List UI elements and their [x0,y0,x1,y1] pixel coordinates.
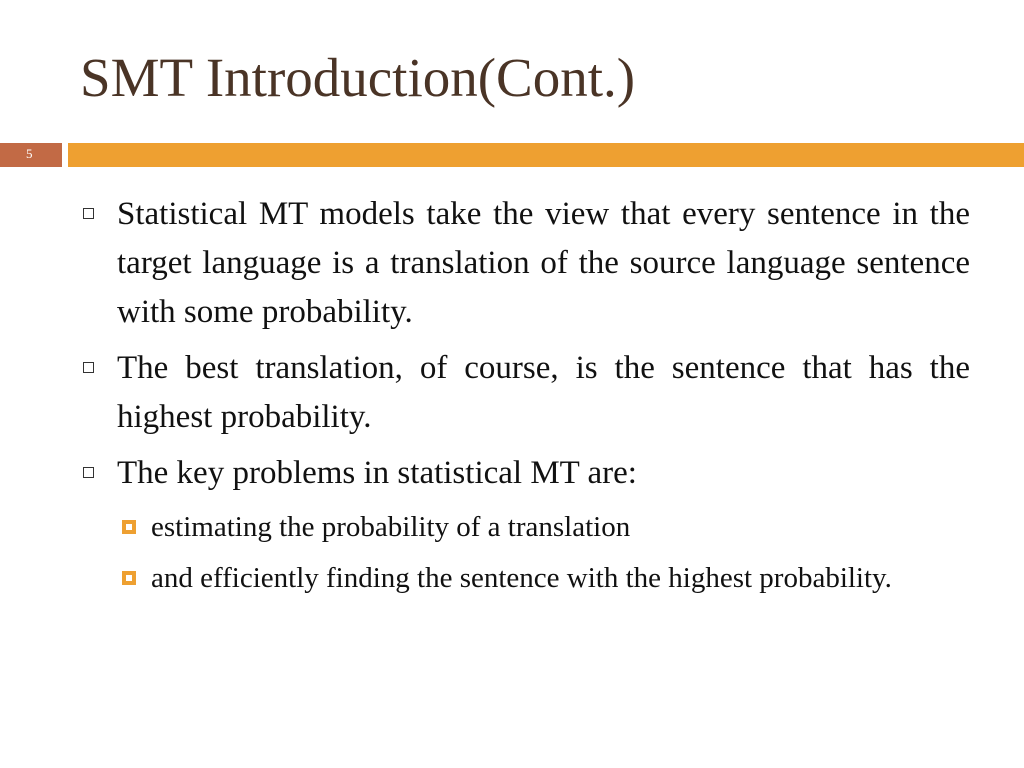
slide-title: SMT Introduction(Cont.) [80,47,636,108]
orange-square-icon [122,571,136,585]
hollow-square-icon [83,208,94,219]
page-number: 5 [26,146,33,161]
hollow-square-icon [83,467,94,478]
slide-body [78,190,970,607]
bullet-item [78,449,970,498]
sub-bullet-item [116,505,970,549]
bullet-item [78,190,970,337]
bullet-item [78,344,970,442]
orange-square-icon [122,520,136,534]
sub-bullet-text: and efficiently finding the sentence with the highest probability. [151,562,892,594]
bullet-text: The key problems in statistical MT are: [117,455,637,491]
page-number-tab [0,143,62,167]
accent-bar [68,143,1024,167]
sub-bullet-item [116,556,970,600]
bullet-text: The best translation, of course, is the sentence that has the highest probability. [117,350,970,435]
hollow-square-icon [83,362,94,373]
sub-bullet-text: estimating the probability of a translation [151,511,631,543]
bullet-text: Statistical MT models take the view that every sentence in the target language is a translation of the source language sentence with some probability. [117,196,970,330]
